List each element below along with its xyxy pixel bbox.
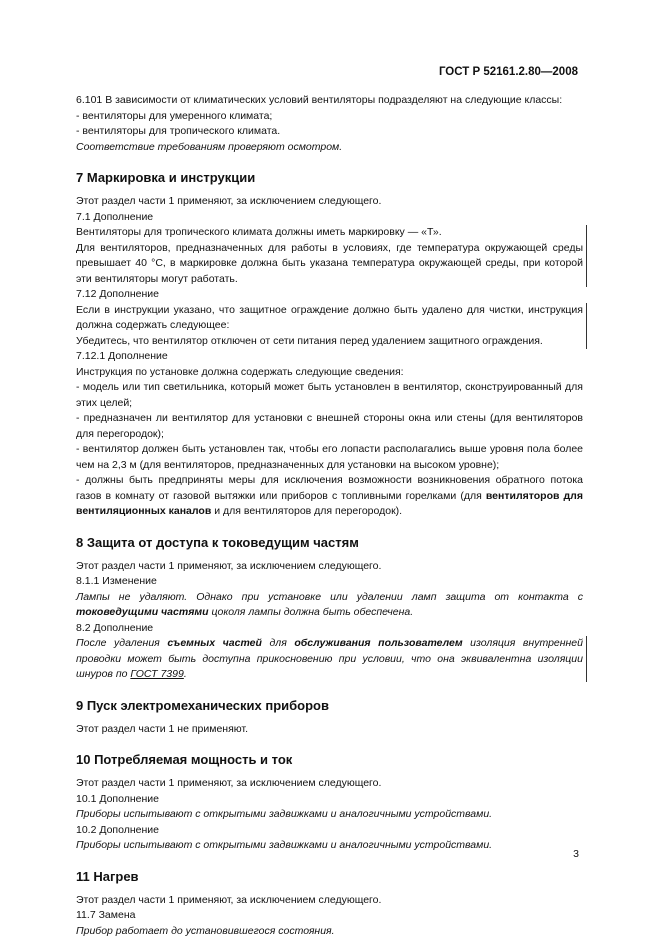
paragraph: Если в инструкции указано, что защитное ограждение должно быть удалено для чистки, инструкция должна содержать следующее:: [76, 303, 583, 334]
paragraph: Приборы испытывают с открытыми задвижками и аналогичными устройствами.: [76, 807, 583, 823]
clause-8-2: 8.2 Дополнение: [76, 621, 583, 637]
section-intro: Этот раздел части 1 применяют, за исключением следующего.: [76, 776, 583, 792]
paragraph: Инструкция по установке должна содержать следующие сведения:: [76, 365, 583, 381]
clause-11-7: 11.7 Замена: [76, 908, 583, 924]
revised-block-7-1: [76, 225, 583, 287]
clause-8-1-1: 8.1.1 Изменение: [76, 574, 583, 590]
revised-block-7-12: [76, 303, 583, 350]
paragraph: Приборы испытывают с открытыми задвижками и аналогичными устройствами.: [76, 838, 583, 854]
section-title-11: 11 Нагрев: [76, 869, 583, 885]
section-intro: Этот раздел части 1 применяют, за исключением следующего.: [76, 893, 583, 909]
paragraph: Для вентиляторов, предназначенных для работы в условиях, где температура окружающей среды превышает 40 °С, в маркировке должна быть указана температура окружающей среды, при которой эти вентиляторы могут работать.: [76, 241, 583, 288]
paragraph: Прибор работает до установившегося состояния.: [76, 924, 583, 939]
list-item: - должны быть предприняты меры для исключения возможности возникновения обратного потока газов в комнату от газовой вытяжки или приборов с топливными горелками (для вентиляторов для вентиляционных каналов и для вентиляторов для перегородок).: [76, 473, 583, 520]
clause-6-101: 6.101 В зависимости от климатических условий вентиляторы подразделяют на следующие классы:: [76, 93, 583, 109]
paragraph: Вентиляторы для тропического климата должны иметь маркировку — «Т».: [76, 225, 583, 241]
section-title-10: 10 Потребляемая мощность и ток: [76, 752, 583, 768]
defined-term: съемных частей: [167, 637, 262, 649]
defined-term: обслуживания пользователем: [294, 637, 462, 649]
section-intro: Этот раздел части 1 применяют, за исключением следующего.: [76, 194, 583, 210]
list-item: - вентилятор должен быть установлен так, чтобы его лопасти располагались выше уровня пола более чем на 2,3 м (для вентиляторов, предназначенных для установки на высоком уровне);: [76, 442, 583, 473]
section-title-7: 7 Маркировка и инструкции: [76, 170, 583, 186]
revised-block-8-2: [76, 636, 583, 683]
defined-term: токоведущими частями: [76, 606, 209, 618]
compliance-note: Соответствие требованиям проверяют осмотром.: [76, 140, 583, 156]
revision-bar: [586, 636, 588, 682]
revision-bar: [586, 225, 588, 287]
standard-header: ГОСТ Р 52161.2.80—2008: [439, 66, 578, 78]
list-item: - предназначен ли вентилятор для установки с внешней стороны окна или стены (для вентиляторов для перегородок);: [76, 411, 583, 442]
list-item: - вентиляторы для тропического климата.: [76, 124, 583, 140]
paragraph: Лампы не удаляют. Однако при установке или удалении ламп защита от контакта с токоведущими частями цоколя лампы должна быть обеспечена.: [76, 590, 583, 621]
clause-7-1: 7.1 Дополнение: [76, 210, 583, 226]
page-number: 3: [573, 848, 579, 860]
defined-term: вентиляторов для вентиляционных каналов: [76, 490, 583, 518]
document-body: [76, 93, 583, 939]
paragraph: После удаления съемных частей для обслуживания пользователем изоляция внутренней проводки может быть доступна прикосновению при условии, что она эквивалентна изоляции шнуров по ГОСТ 7399.: [76, 636, 583, 683]
standard-reference-link[interactable]: ГОСТ 7399: [130, 668, 183, 680]
clause-10-2: 10.2 Дополнение: [76, 823, 583, 839]
revision-bar: [586, 303, 588, 349]
paragraph: Убедитесь, что вентилятор отключен от сети питания перед удалением защитного ограждения.: [76, 334, 583, 350]
section-intro: Этот раздел части 1 не применяют.: [76, 722, 583, 738]
section-title-9: 9 Пуск электромеханических приборов: [76, 698, 583, 714]
list-item: - модель или тип светильника, который может быть установлен в вентилятор, сконструированный для этих целей;: [76, 380, 583, 411]
section-title-8: 8 Защита от доступа к токоведущим частям: [76, 535, 583, 551]
clause-10-1: 10.1 Дополнение: [76, 792, 583, 808]
clause-7-12-1: 7.12.1 Дополнение: [76, 349, 583, 365]
section-intro: Этот раздел части 1 применяют, за исключением следующего.: [76, 559, 583, 575]
clause-7-12: 7.12 Дополнение: [76, 287, 583, 303]
list-item: - вентиляторы для умеренного климата;: [76, 109, 583, 125]
